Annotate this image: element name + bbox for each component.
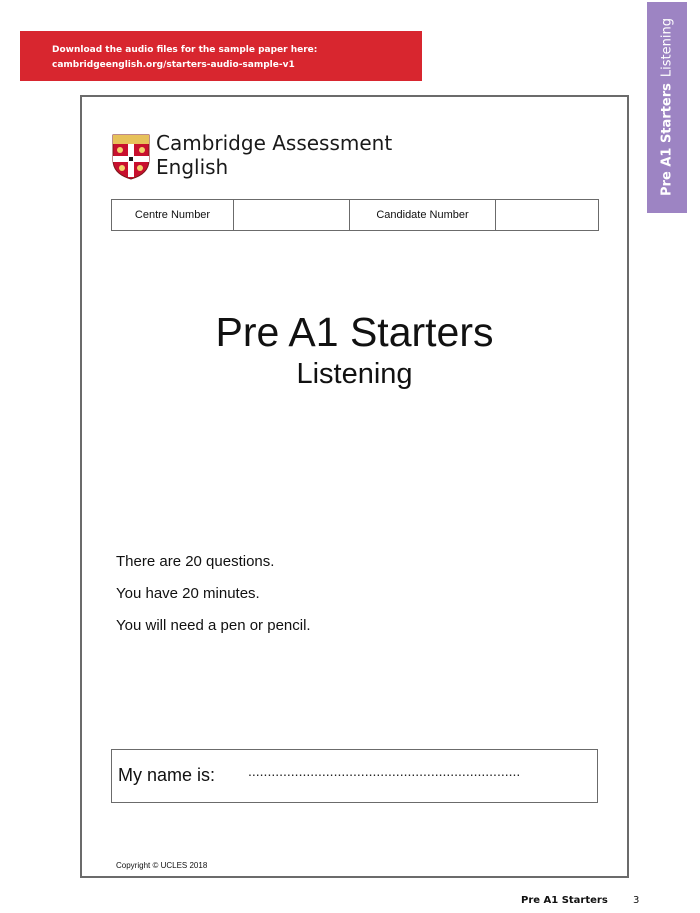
section-side-tab [647,2,687,213]
centre-number-field[interactable] [234,200,350,231]
instruction-line: You have 20 minutes. [116,585,260,602]
cambridge-crest-icon [112,134,150,180]
instructions-list [116,553,311,649]
side-tab-section: Listening [659,18,675,78]
audio-download-banner [20,31,422,81]
copyright-notice: Copyright © UCLES 2018 [116,861,208,870]
banner-text-line-1: Download the audio files for the sample paper here: [52,45,318,55]
logo-wordmark [156,131,392,179]
centre-number-label: Centre Number [112,200,234,231]
name-label: My name is: [118,765,216,785]
name-dotted-line[interactable]: ...................................................................... [248,763,521,779]
candidate-number-label: Candidate Number [350,200,496,231]
banner-link[interactable]: cambridgeenglish.org/starters-audio-sample-v1 [52,60,295,70]
exam-cover-sheet [80,95,629,878]
logo-line-1: Cambridge Assessment [156,131,393,155]
logo-line-2: English [156,155,229,179]
footer-title: Pre A1 Starters [521,895,608,906]
paper-subtitle: Listening [296,358,413,390]
candidate-details-table [111,199,599,231]
candidate-number-field[interactable] [496,200,599,231]
paper-title: Pre A1 Starters [215,309,494,355]
side-tab-title: Pre A1 Starters [659,83,675,196]
instruction-line: There are 20 questions. [116,553,275,570]
instruction-line: You will need a pen or pencil. [116,617,311,634]
side-tab-label [660,18,675,196]
name-field-box[interactable] [111,749,598,803]
page-number: 3 [633,895,640,906]
